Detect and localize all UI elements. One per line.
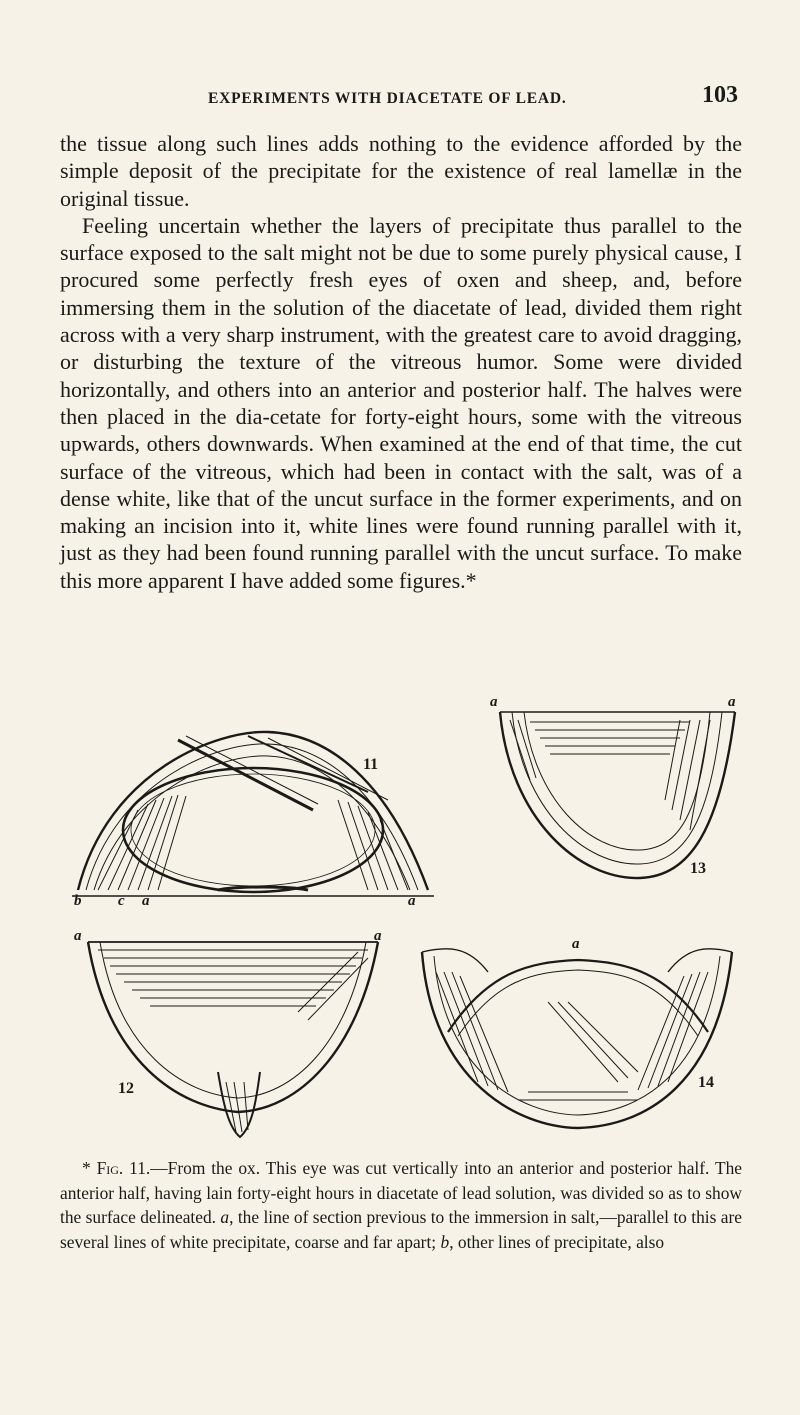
footnote-figure-ref: Fig. 11. — [96, 1158, 151, 1178]
running-title: EXPERIMENTS WITH DIACETATE OF LEAD. — [208, 90, 567, 107]
figure-12 — [68, 928, 398, 1142]
running-head — [60, 82, 740, 122]
footnote-letter: b — [440, 1231, 450, 1252]
figure-14-number: 14 — [698, 1074, 714, 1091]
body-text — [60, 130, 742, 594]
footnote — [60, 1156, 742, 1254]
figure-letter: c — [118, 893, 125, 909]
figure-12-number: 12 — [118, 1080, 134, 1097]
figure-13-number: 13 — [690, 860, 706, 877]
paragraph: Feeling uncertain whether the layers of precipitate thus parallel to the surface exposed to the salt might not be due to some purely physical cause, I procured some perfectly fresh eyes of oxen and sheep, and, before immersing them in the solution of the diacetate of lead, divided them right across with a very sharp instrument, with the greatest care to avoid dragging, or disturbing the texture of the vitreous humor. Some were divided horizontally, and others into an anterior and posterior half. The halves were then placed in the dia-cetate for forty-eight hours, some with the vitreous upwards, others downwards. When examined at the end of that time, the cut surface of the vitreous, which had been in contact with the salt, was of a dense white, like that of the uncut surface in the former experiments, and on making an incision into it, white lines were found running parallel with it, just as they had been found running parallel with the uncut surface. To make this more apparent I have added some figures.* — [60, 212, 742, 593]
figure-letter: a — [408, 893, 416, 909]
page-number: 103 — [702, 82, 738, 108]
figure-letter: b — [74, 893, 82, 909]
figure-14 — [408, 932, 742, 1142]
figure-plate — [60, 694, 740, 1140]
figure-letter: a — [572, 936, 580, 952]
figure-letter: a — [728, 694, 736, 710]
figure-letter: a — [74, 928, 82, 944]
figure-11-number: 11 — [363, 756, 379, 773]
footnote-text: , the line of section previous to the immersion in salt,—parallel to this are several lines of white precipitate, coarse and far apart; — [60, 1207, 742, 1252]
figure-letter: a — [374, 928, 382, 944]
figure-12-illustration — [68, 932, 398, 1142]
figure-letter: a — [490, 694, 498, 710]
figure-11-illustration — [68, 700, 440, 910]
figure-14-illustration — [408, 932, 742, 1142]
figure-letter: a — [142, 893, 150, 909]
footnote-text: , other lines of precipitate, also — [449, 1231, 665, 1252]
footnote-letter: a — [220, 1207, 230, 1227]
figure-11 — [68, 700, 440, 910]
footnote-marker: * — [82, 1158, 91, 1178]
paragraph: the tissue along such lines adds nothing to the evidence afforded by the simple deposit of the precipitate for the existence of real lamellæ in the original tissue. — [60, 131, 742, 211]
figure-13 — [490, 694, 740, 890]
footnote-text: —From the ox. This eye was cut vertically into an anterior and posterior half. The anterior half, having lain forty-eight hours in diacetate of lead solution, was divided so as to show the surface delineated. — [60, 1158, 742, 1227]
